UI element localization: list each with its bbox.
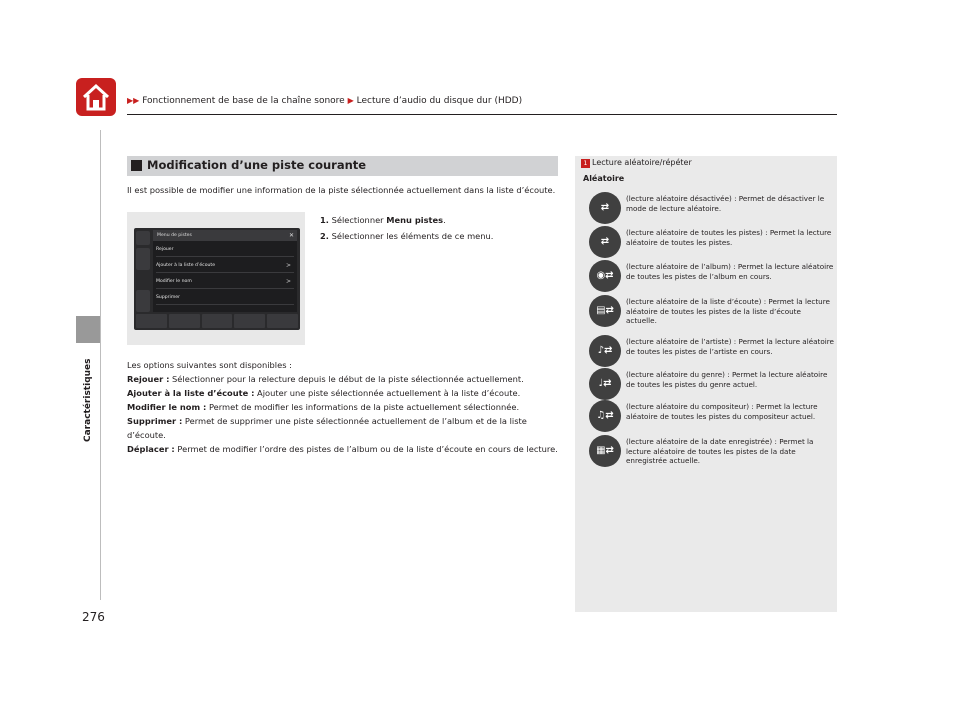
fan-icon [234,314,265,328]
seat-heater-icon [136,314,167,328]
shuffle-genre-icon: ♩⇄ [589,368,621,400]
shuffle-date-icon: ▦⇄ [589,435,621,467]
options-intro: Les options suivantes sont disponibles : [127,360,292,370]
menu-item-ajouter: Ajouter à la liste d’écoute > [156,259,294,273]
header-rule [127,114,837,115]
shuffle-album-icon: ◉⇄ [589,260,621,292]
shuffle-off-icon: ⇄ [589,192,621,224]
intro-text: Il est possible de modifier une information de la piste sélectionnée actuellement dans la liste d’écoute. [127,185,556,195]
home-icon[interactable] [76,78,116,116]
option-ajouter: Ajouter à la liste d’écoute : Ajouter une piste sélectionnée actuellement à la liste d’écoute. [127,388,521,398]
menu-item-rejouer: Rejouer [156,243,294,257]
section-square-icon [131,160,142,171]
climate-icon [169,314,200,328]
option-modifier: Modifier le nom : Permet de modifier les informations de la piste actuellement sélectionnée. [127,402,520,412]
screen-bottom-bar [136,314,298,328]
option-supprimer: Supprimer : Permet de supprimer une piste sélectionnée actuellement de l’album et de la liste d’écoute. [127,416,527,440]
sidebar-note: 1 Lecture aléatoire/répéter Aléatoire ⇄ (lecture aléatoire désactivée) : Permet de désactiver le mode de lecture aléatoire. ⇄ (lecture aléatoire de toutes les pistes) : Permet la lecture aléatoire de toutes les pistes. ◉⇄ (lecture aléatoire de l’album) : Permet la lecture aléatoire de toutes les pistes de l’album en cours. ▤⇄ (lecture aléatoire de la liste d’écoute) : Permet la lecture aléatoire de toutes les pistes de la liste d’écoute actuelle. ♪⇄ (lecture aléatoire de l’artiste) : Permet la lecture aléatoire de toutes les pistes de l’artiste en cours. ♩⇄ (lecture aléatoire du genre) : Permet la lecture aléatoire de toutes les pistes du genre actuel. ♫⇄ (lecture aléatoire du compositeur) : Permet la lecture aléatoire de toutes les pistes du compositeur actuel. ▦⇄ (lecture aléatoire de la date enregistrée) : Permet la lecture aléatoire de toutes les pistes de la date enregistrée actuelle. [575,156,837,612]
menu-item-supprimer: Supprimer [156,291,294,305]
scroll-down-icon [136,290,150,312]
option-deplacer: Déplacer : Permet de modifier l’ordre des pistes de l’album ou de la liste d’écoute en cours de lecture. [127,444,558,454]
menu-panel [153,230,297,312]
shuffle-composer-icon: ♫⇄ [589,400,621,432]
step-2: 2. Sélectionner les éléments de ce menu. [320,231,494,241]
breadcrumb-link-hdd[interactable]: Lecture d’audio du disque dur (HDD) [356,96,523,106]
menu-item-modifier: Modifier le nom > [156,275,294,289]
chevron-right-icon: > [285,262,291,269]
breadcrumb-arrow-icon: ▶ [347,96,354,105]
shuffle-artist-icon: ♪⇄ [589,335,621,367]
step-1: 1. Sélectionner Menu pistes. [320,215,446,225]
side-rule [100,130,101,600]
note-ref-icon: 1 [581,159,590,168]
chapter-label: Caractéristiques [83,358,93,442]
breadcrumb-arrow-icon: ▶▶ [127,96,140,105]
menu-title: Menu de pistes [153,230,297,241]
sidebar-subheading: Aléatoire [583,174,625,183]
breadcrumb-link-audio[interactable]: Fonctionnement de base de la chaîne sonore [142,96,345,106]
chapter-tab[interactable] [76,316,100,343]
shuffle-playlist-icon: ▤⇄ [589,295,621,327]
chevron-right-icon: > [285,278,291,285]
steps-list [320,212,493,244]
track-menu-screen [134,228,300,330]
options-list [127,358,559,456]
page-number: 276 [82,610,105,624]
close-icon: ✕ [288,232,294,239]
option-rejouer: Rejouer : Sélectionner pour la relecture depuis le début de la piste sélectionnée actuellement. [127,374,524,384]
shuffle-all-icon: ⇄ [589,226,621,258]
section-title: Modification d’une piste courante [147,158,367,172]
back-icon [136,231,150,245]
screen-illustration [127,212,305,345]
breadcrumb [127,96,522,106]
section-header [127,156,558,176]
seat-heater-icon [267,314,298,328]
sidebar-heading: 1 Lecture aléatoire/répéter [581,158,692,168]
scroll-up-icon [136,248,150,270]
